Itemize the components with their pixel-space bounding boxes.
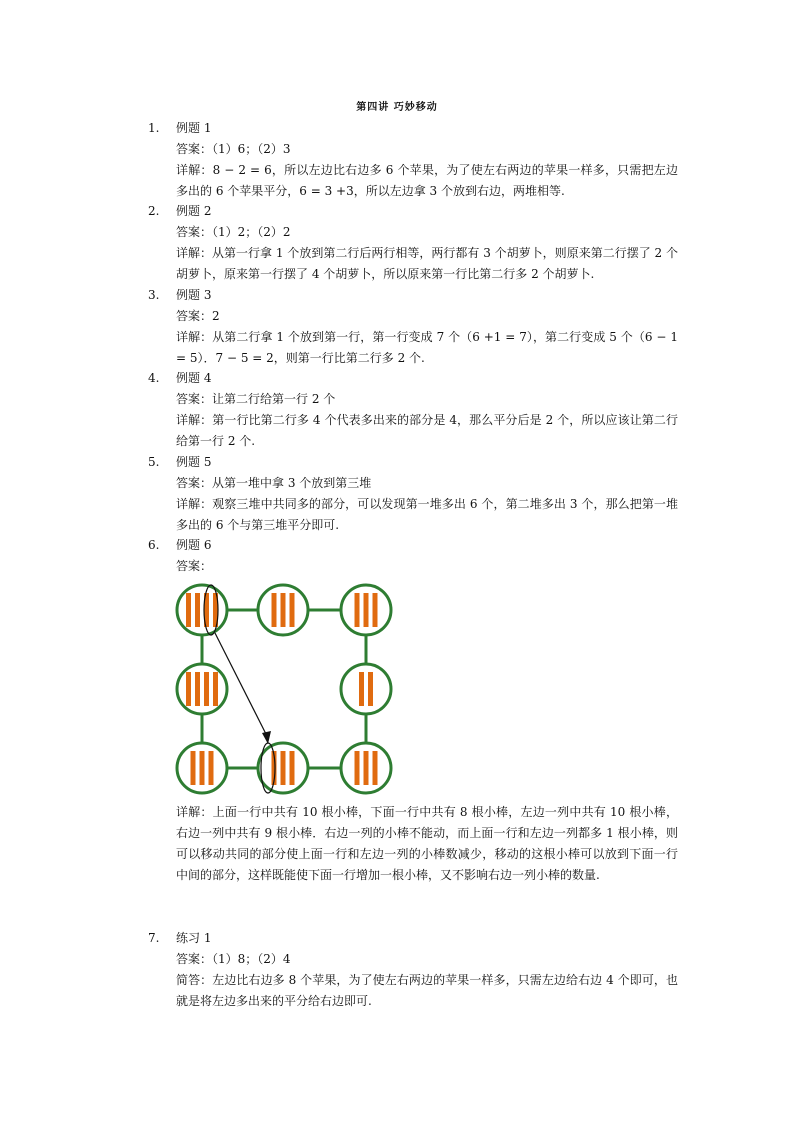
stick <box>186 593 191 627</box>
item-heading: 例题 4 <box>176 371 212 385</box>
stick <box>195 593 200 627</box>
stick <box>355 593 360 627</box>
item-heading: 例题 5 <box>176 455 212 469</box>
stick-node-bottom-left <box>177 743 227 793</box>
stick <box>359 672 364 706</box>
item-heading: 例题 1 <box>176 121 212 135</box>
stick <box>281 593 286 627</box>
item-detail: 详解：观察三堆中共同多的部分，可以发现第一堆多出 6 个，第二堆多出 3 个，那么把第一堆多出的 6 个与第三堆平分即可. <box>176 497 678 532</box>
item-detail: 详解：8 − 2 = 6，所以左边比右边多 6 个苹果，为了使左右两边的苹果一样多，只需把左边多出的 6 个苹果平分，6 = 3 +3，所以左边拿 3 个放到右边，两堆相等. <box>176 163 678 198</box>
stick <box>364 593 369 627</box>
stick-node-top-left <box>177 585 227 635</box>
item-detail: 详解：第一行比第二行多 4 个代表多出来的部分是 4，那么平分后是 2 个，所以应该让第二行给第一行 2 个. <box>176 413 678 448</box>
stick <box>373 751 378 785</box>
stick <box>213 672 218 706</box>
item-heading: 例题 3 <box>176 288 212 302</box>
item-number: 1. <box>148 121 160 135</box>
list-item-detail <box>148 802 678 886</box>
list-item <box>148 452 678 536</box>
item-answer: 答案：从第一堆中拿 3 个放到第三堆 <box>176 476 372 490</box>
item-answer: 答案：（1）8；（2）4 <box>176 952 291 966</box>
list-item <box>148 118 678 202</box>
item-number: 2. <box>148 204 160 218</box>
item-answer: 答案：（1）6；（2）3 <box>176 142 291 156</box>
item-number: 4. <box>148 371 160 385</box>
stick <box>368 672 373 706</box>
node-circle <box>177 664 227 714</box>
stick <box>186 672 191 706</box>
item-detail: 详解：上面一行中共有 10 根小棒，下面一行中共有 8 根小棒，左边一列中共有 10 根小棒，右边一列中共有 9 根小棒．右边一列的小棒不能动，而上面一行和左边一列都多 1 根小棒，则可以移动共同的部分使上面一行和左边一列的小棒数减少，移动的这根小棒可以放到下面一行中间的部分，这样既能使下面一行增加一根小棒，又不影响右边一列小棒的数量. <box>176 805 678 882</box>
list-item <box>148 535 678 577</box>
item-answer: 答案：（1）2；（2）2 <box>176 225 291 239</box>
stick <box>290 751 295 785</box>
item-detail: 简答：左边比右边多 8 个苹果，为了使左右两边的苹果一样多，只需左边给右边 4 个即可，也就是将左边多出来的平分给右边即可. <box>176 973 678 1008</box>
item-answer: 答案： <box>176 559 213 573</box>
item-answer: 答案：2 <box>176 309 220 323</box>
stick-node-middle-right <box>341 664 391 714</box>
stick <box>191 751 196 785</box>
item-heading: 练习 1 <box>176 931 212 945</box>
stick-node-top-right <box>341 585 391 635</box>
item-answer: 答案：让第二行给第一行 2 个 <box>176 392 336 406</box>
list-item <box>148 368 678 452</box>
item-number: 6. <box>148 538 160 552</box>
item-number: 3. <box>148 288 160 302</box>
stick <box>355 751 360 785</box>
list-item <box>148 928 678 1012</box>
stick <box>272 593 277 627</box>
stick <box>373 593 378 627</box>
stick <box>281 751 286 785</box>
item-number: 5. <box>148 455 160 469</box>
node-circle <box>341 664 391 714</box>
stick <box>209 751 214 785</box>
item-number: 7. <box>148 931 160 945</box>
stick-node-bottom-right <box>341 743 391 793</box>
node-circle <box>177 585 227 635</box>
stick <box>200 751 205 785</box>
stick-diagram <box>170 580 400 798</box>
diagram-nodes <box>177 585 391 793</box>
stick-node-bottom-middle <box>258 743 308 793</box>
stick <box>204 672 209 706</box>
page-title: 第四讲 巧妙移动 <box>356 102 438 113</box>
item-detail: 详解：从第一行拿 1 个放到第二行后两行相等，两行都有 3 个胡萝卜，则原来第二行摆了 2 个胡萝卜，原来第一行摆了 4 个胡萝卜，所以原来第一行比第二行多 2 个胡萝卜. <box>176 246 678 281</box>
stick-node-top-middle <box>258 585 308 635</box>
stick-node-middle-left <box>177 664 227 714</box>
list-item <box>148 201 678 285</box>
stick <box>290 593 295 627</box>
arrow-head-icon <box>262 731 271 744</box>
list-item <box>148 285 678 369</box>
stick <box>364 751 369 785</box>
item-heading: 例题 6 <box>176 538 212 552</box>
stick <box>195 672 200 706</box>
item-heading: 例题 2 <box>176 204 212 218</box>
item-detail: 详解：从第二行拿 1 个放到第一行，第一行变成 7 个（6 +1 = 7），第二行变成 5 个（6 − 1 = 5）．7 − 5 = 2，则第一行比第二行多 2 个. <box>176 330 678 365</box>
